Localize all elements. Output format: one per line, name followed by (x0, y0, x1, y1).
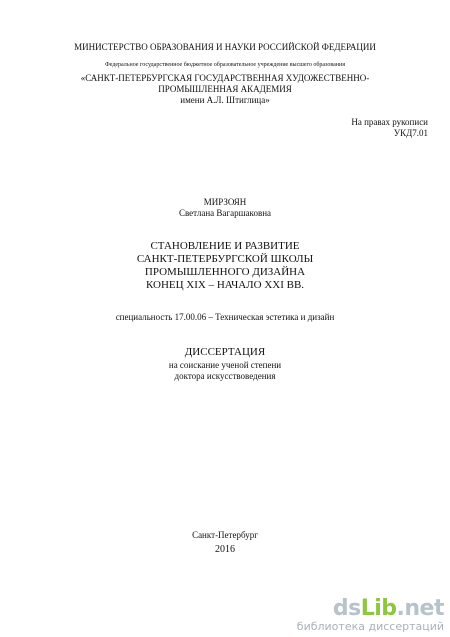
logo-part-ds: ds (332, 596, 361, 621)
logo-part-lib: Lib (360, 596, 397, 621)
author-name: Светлана Вагаршаковна (178, 208, 272, 218)
city: Санкт-Петербург (192, 530, 258, 540)
title-line-4: КОНЕЦ XIX – НАЧАЛО XXI ВВ. (145, 279, 305, 291)
degree-line-1: на соискание ученой степени (168, 360, 282, 370)
udc-code: УКД7.01 (393, 128, 428, 138)
author-surname: МИРЗОЯН (203, 197, 247, 207)
logo-part-net: .net (396, 596, 444, 621)
watermark-subtitle: библиотека диссертаций (296, 620, 444, 633)
academy-name-line-3: имени А.Л. Штиглица» (180, 95, 270, 105)
institution-type: Федеральное государственное бюджетное образовательное учреждение высшего образования (105, 62, 345, 68)
ministry-heading: МИНИСТЕРСТВО ОБРАЗОВАНИЯ И НАУКИ РОССИЙСКОЙ ФЕДЕРАЦИИ (74, 42, 376, 52)
title-line-1: СТАНОВЛЕНИЕ И РАЗВИТИЕ (150, 240, 300, 252)
academy-name-line-1: «САНКТ-ПЕТЕРБУРГСКАЯ ГОСУДАРСТВЕННАЯ ХУДОЖЕСТВЕННО- (80, 73, 370, 83)
title-line-2: САНКТ-ПЕТЕРБУРГСКОЙ ШКОЛЫ (136, 253, 314, 265)
title-line-3: ПРОМЫШЛЕННОГО ДИЗАЙНА (144, 266, 306, 278)
work-type: ДИССЕРТАЦИЯ (184, 346, 266, 358)
dslib-logo (297, 597, 444, 621)
specialty: специальность 17.00.06 – Техническая эстетика и дизайн (115, 312, 335, 322)
degree-line-2: доктора искусствоведения (174, 371, 276, 381)
year: 2016 (215, 544, 235, 555)
academy-name-line-2: ПРОМЫШЛЕННАЯ АКАДЕМИЯ (158, 84, 292, 94)
manuscript-note: На правах рукописи (351, 117, 428, 127)
dslib-watermark (297, 597, 444, 633)
